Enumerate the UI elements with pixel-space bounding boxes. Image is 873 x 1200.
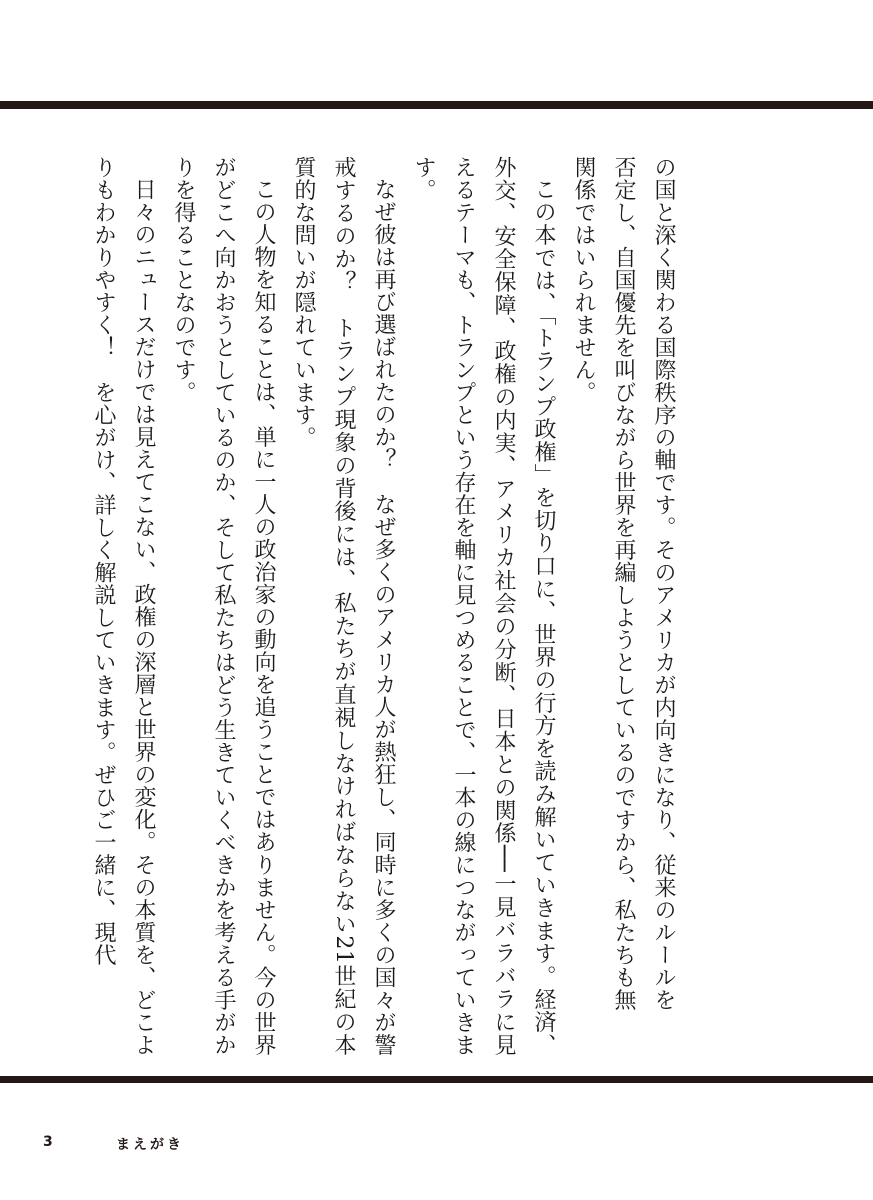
paragraph-5: 日々のニュースだけでは見えてこない、政権の深層と世界の変化。その本質を、どこよりもわかりやすく！ を心がけ、詳しく解説していきます。ぜひご一緒に、現代 [91,156,156,1056]
opening-line-2: 否定し、自国優先を叫びながら世界を再編しようとしているのですから、私たちも無 [611,156,636,1011]
paragraph-3: なぜ彼は再び選ばれたのか？ なぜ多くのアメリカ人が熱狂し、同時に多くの国々が警戒するのか？ トランプ現象の背後には、私たちが直視しなければならない21世紀の本質的な問いが隠れています。 [291,156,396,1056]
paragraph-4: この人物を知ることは、単に一人の政治家の動向を追うことではありません。今の世界がどこへ向かおうとしているのか、そして私たちはどう生きていくべきかを考える手がかりを得ることなのです。 [171,156,276,1056]
opening-line-1: の国と深く関わる国際秩序の軸です。そのアメリカが内向きになり、従来のルールを [651,156,676,1011]
bottom-rule [0,1076,873,1083]
top-rule [0,101,873,109]
vertical-body-text [83,156,683,1056]
paragraph-2: この本では、「トランプ政権」を切り口に、世界の行方を読み解いていきます。経済、外交、安全保障、政権の内実、アメリカ社会の分断、日本との関係──一見バラバラに見えるテーマも、トランプという存在を軸に見つめることで、一本の線につながっていきます。 [411,156,556,1056]
running-footer-title: まえがき [116,1137,184,1153]
paragraph-1: 関係ではいられません。 [571,156,596,404]
page-number: 3 [43,1134,53,1150]
